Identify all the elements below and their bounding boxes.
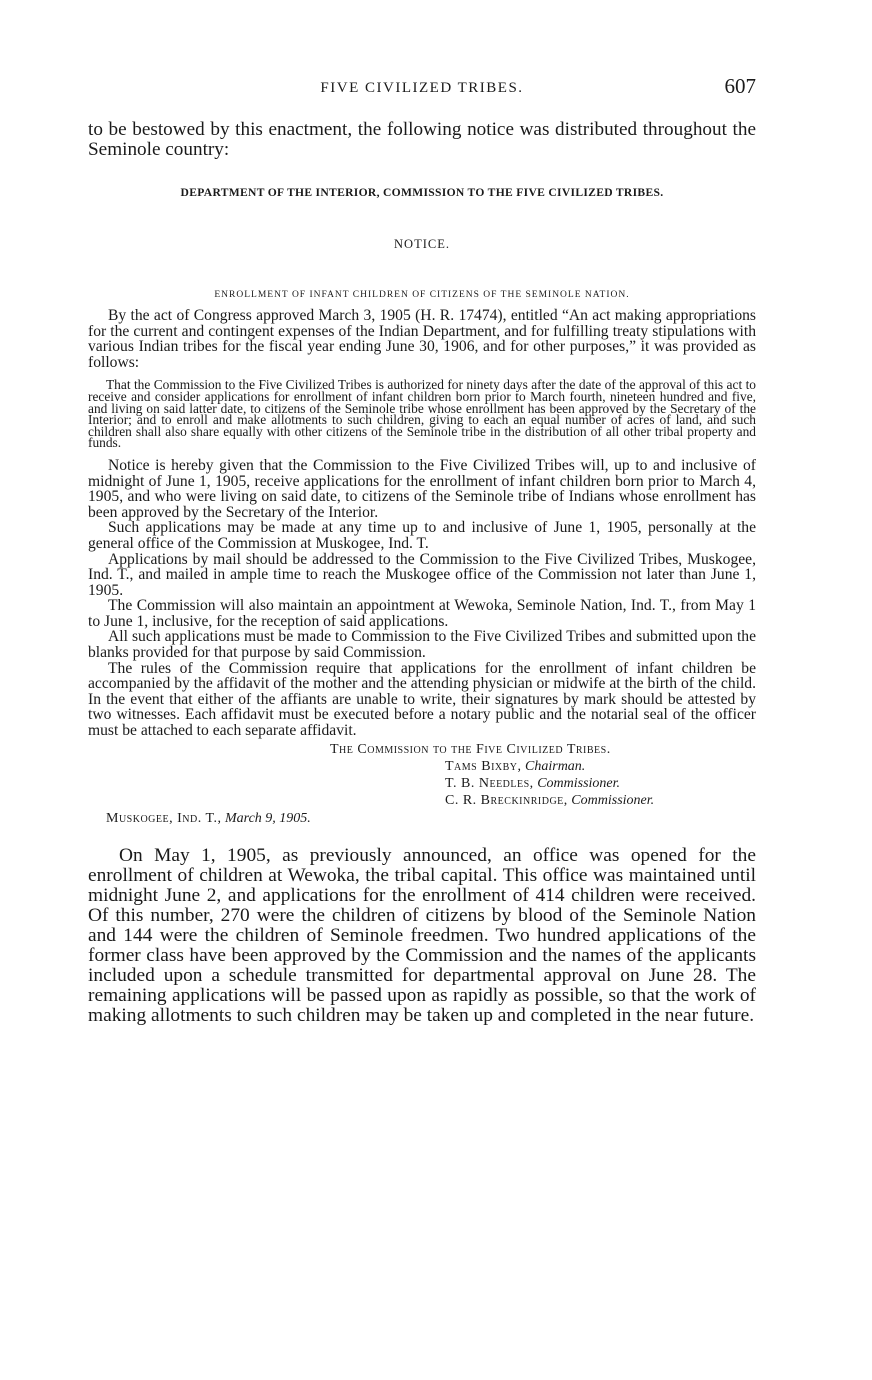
notice-paragraph: Such applications may be made at any time up to and inclusive of June 1, 1905, personally at the general office of the Commission at Muskogee, Ind. T. [88, 519, 756, 552]
dateline-date: March 9, 1905. [224, 810, 311, 826]
notice-heading: NOTICE. [394, 237, 450, 251]
department-heading: DEPARTMENT OF THE INTERIOR, COMMISSION TO THE FIVE CIVILIZED TRIBES. [180, 186, 664, 199]
closing-paragraph: On May 1, 1905, as previously announced, an office was opened for the enrollment of children at Wewoka, the tribal capital. This office was maintained until midnight June 2, and applications for the enrollment of 414 children were received. Of this number, 270 were the children of citizens by blood of the Seminole Nation and 144 were the children of Seminole freedmen. Two hundred applications of the former class have been approved by the Commission and the names of the applicants included upon a schedule transmitted for departmental approval on June 28. The remaining applications will be passed upon as rapidly as possible, so that the work of making allotments to such children may be taken up and completed in the near future. [88, 844, 756, 1026]
notice-paragraph: The rules of the Commission require that applications for the enrollment of infant children be accompanied by the affidavit of the mother and the attending physician or midwife at the birth of the child. In the event that either of the affiants are unable to write, their signatures by mark should be attested by two witnesses. Each affidavit must be executed before a notary public and the notarial seal of the officer must be attached to each separate affidavit. [88, 659, 756, 740]
member-title: Commissioner. [571, 792, 655, 808]
notice-paragraph: Notice is hereby given that the Commission to the Five Civilized Tribes will, up to and inclusive of midnight of June 1, 1905, receive applications for the enrollment of infant children born prior to March 4, 1905, and who were living on said date, to citizens of the Seminole tribe of Indians whose enrollment has been approved by the Secretary of the Interior. [88, 456, 756, 521]
signature-block [88, 741, 756, 809]
signature-member [88, 775, 756, 792]
member-title: Chairman. [525, 758, 586, 774]
signature-member [88, 792, 756, 809]
notice-paragraph: Applications by mail should be addressed to the Commission to the Five Civilized Tribes, Muskogee, Ind. T., and mailed in ample time to reach the Muskogee office of the Commission not later than June 1, 1905. [88, 550, 756, 599]
signature-member [88, 758, 756, 775]
signature-commission: The Commission to the Five Civilized Tribes. [330, 741, 611, 757]
notice-paragraph: All such applications must be made to Commission to the Five Civilized Tribes and submitted upon the blanks provided for that purpose by said Commission. [88, 628, 756, 662]
act-paragraph: By the act of Congress approved March 3, 1905 (H. R. 17474), entitled “An act making appropriations for the current and contingent expenses of the Indian Department, and for fulfilling treaty stipulations with various Indian tribes for the fiscal year ending June 30, 1906, and for other purposes,” it was provided as follows: [88, 307, 756, 371]
running-header [88, 70, 756, 104]
dateline-place: Muskogee, Ind. T., [106, 810, 222, 826]
enrollment-heading: ENROLLMENT OF INFANT CHILDREN OF CITIZENS OF THE SEMINOLE NATION. [214, 290, 630, 300]
member-name: C. R. Breckinridge, [445, 792, 568, 808]
running-title: FIVE CIVILIZED TRIBES. [320, 80, 524, 96]
document-page [88, 70, 756, 1026]
quoted-act: That the Commission to the Five Civilized Tribes is authorized for ninety days after the date of the approval of this act to receive and consider applications for enrollment of infant children born prior to March fourth, nineteen hundred and five, and living on said latter date, to citizens of the Seminole tribe whose enrollment has been approved by the Secretary of the Interior; and to enroll and make allotments to such children, giving to each an equal number of acres of land, and such children shall also share equally with other citizens of the Seminole tribe in the distribution of all other tribal property and funds. [88, 377, 756, 451]
member-title: Commissioner. [537, 775, 621, 791]
intro-paragraph: to be bestowed by this enactment, the following notice was distributed throughout the Seminole country: [88, 119, 756, 160]
page-number: 607 [724, 74, 756, 98]
member-name: T. B. Needles, [445, 775, 534, 791]
member-name: Tams Bixby, [445, 758, 522, 774]
notice-paragraph: The Commission will also maintain an appointment at Wewoka, Seminole Nation, Ind. T., from May 1 to June 1, inclusive, for the reception of said applications. [88, 597, 756, 630]
dateline [88, 811, 756, 827]
